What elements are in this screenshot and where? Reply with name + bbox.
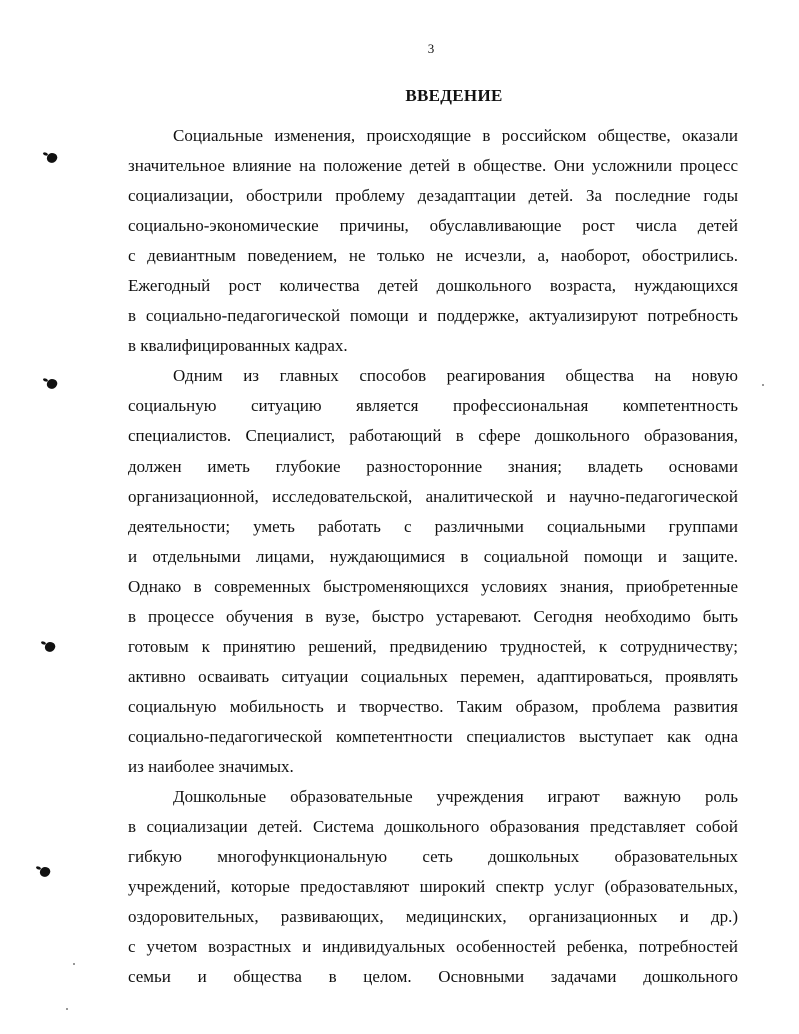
text-line: социально-педагогической компетентности специалистов выступает как одна [128, 726, 738, 746]
page-number: 3 [427, 41, 435, 56]
text-line: Социальные изменения, происходящие в российском обществе, оказали [173, 126, 738, 145]
text-line: и отдельными лицами, нуждающимися в социальной помощи и защите. [128, 546, 738, 566]
text-line: социально-экономические причины, обуславливающие рост числа детей [128, 216, 738, 236]
text-line: в квалифицированных кадрах. [128, 336, 348, 356]
text-line: из наиболее значимых. [128, 756, 294, 776]
text-line: социальную мобильность и творчество. Таким образом, проблема развития [128, 696, 738, 716]
text-line: должен иметь глубокие разносторонние знания; владеть основами [128, 456, 738, 476]
text-line: активно осваивать ситуации социальных перемен, адаптироваться, проявлять [128, 666, 738, 686]
text-line: социальную ситуацию является профессиональная компетентность [128, 396, 738, 416]
text-line: в процессе обучения в вузе, быстро устаревают. Сегодня необходимо быть [128, 606, 738, 626]
punch-hole-mark [44, 641, 57, 654]
text-line: гибкую многофункциональную сеть дошкольных образовательных [128, 847, 738, 867]
text-line: Однако в современных быстроменяющихся условиях знания, приобретенные [128, 576, 738, 596]
text-line: учреждений, которые предоставляют широкий спектр услуг (образовательных, [128, 877, 738, 897]
punch-hole-mark [46, 378, 59, 391]
text-line: семьи и общества в целом. Основными задачами дошкольного [128, 967, 738, 987]
text-line: Ежегодный рост количества детей дошкольного возраста, нуждающихся [128, 276, 738, 296]
text-line: с девиантным поведением, не только не исчезли, а, наоборот, обострились. [128, 246, 738, 266]
text-line: деятельности; уметь работать с различными социальными группами [128, 516, 738, 536]
text-line: готовым к принятию решений, предвидению трудностей, к сотрудничеству; [128, 636, 738, 656]
text-line: в социализации детей. Система дошкольного образования представляет собой [128, 817, 738, 837]
text-line: Одним из главных способов реагирования общества на новую [173, 366, 738, 386]
text-line: в социально-педагогической помощи и поддержке, актуализируют потребность [128, 306, 738, 326]
scan-speck [66, 1008, 68, 1010]
punch-hole-mark [46, 152, 59, 165]
text-line: специалистов. Специалист, работающий в сфере дошкольного образования, [128, 426, 738, 446]
text-line: с учетом возрастных и индивидуальных особенностей ребенка, потребностей [128, 937, 738, 957]
punch-hole-mark [39, 866, 52, 879]
text-line: значительное влияние на положение детей в обществе. Они усложнили процесс [128, 156, 738, 176]
text-line: оздоровительных, развивающих, медицинских, организационных и др.) [128, 907, 738, 927]
scan-speck [73, 963, 75, 965]
body-text [128, 121, 738, 992]
scan-speck [762, 384, 764, 386]
text-line: организационной, исследовательской, аналитической и научно-педагогической [128, 486, 738, 506]
text-line: Дошкольные образовательные учреждения играют важную роль [173, 787, 738, 807]
section-heading: ВВЕДЕНИЕ [405, 86, 503, 105]
text-line: социализации, обострили проблему дезадаптации детей. За последние годы [128, 186, 738, 206]
